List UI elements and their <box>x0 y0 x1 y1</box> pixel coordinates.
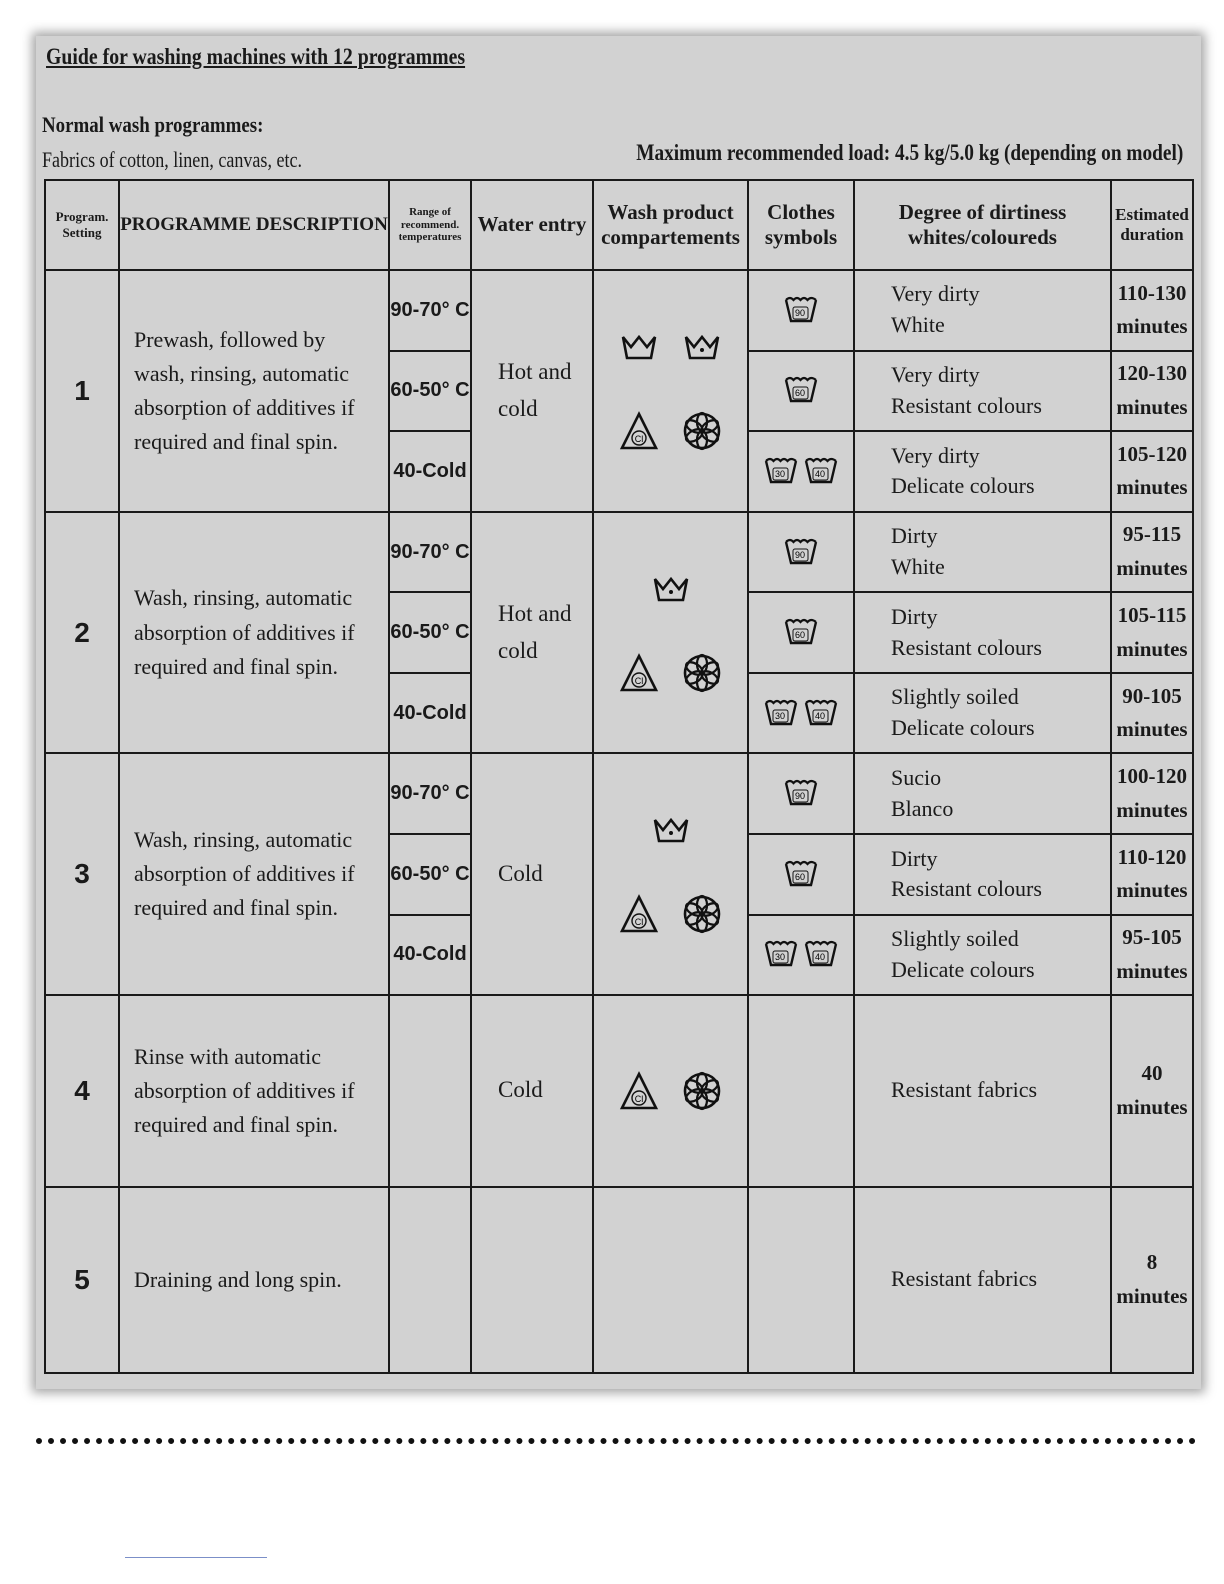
program-description: Wash, rinsing, automatic absorption of additives if required and final spin. <box>119 512 389 754</box>
dirtiness-degree <box>854 431 1111 512</box>
fabric-type: White <box>891 312 945 338</box>
estimated-duration <box>1111 351 1193 432</box>
dirtiness-level: Dirty <box>891 845 938 871</box>
wash-tub-40-icon <box>803 695 839 727</box>
water-entry: Hot and cold <box>471 270 593 512</box>
svg-text:60: 60 <box>794 388 806 399</box>
fabric-type: White <box>891 554 945 580</box>
program-number: 4 <box>45 995 119 1186</box>
water-entry: Cold <box>471 753 593 995</box>
wash-product-compartments <box>593 512 748 754</box>
program-number: 2 <box>45 512 119 754</box>
duration-unit: minutes <box>1116 314 1188 339</box>
dirtiness-level: Very dirty <box>891 281 980 307</box>
temperature-range: 90-70° C <box>389 512 471 593</box>
temperature-range: 40-Cold <box>389 431 471 512</box>
softener-flower-icon <box>682 894 722 934</box>
svg-text:40: 40 <box>814 952 826 963</box>
dirtiness-degree <box>854 753 1111 834</box>
dirtiness-level: Very dirty <box>891 442 980 468</box>
clothes-symbols <box>748 431 854 512</box>
program-description: Rinse with automatic absorption of additives if required and final spin. <box>119 995 389 1186</box>
wash-tub-60-icon <box>783 614 819 646</box>
header-symbols: Clothes symbols <box>748 180 854 270</box>
duration-unit: minutes <box>1116 1283 1188 1308</box>
wash-tub-30-icon <box>763 695 799 727</box>
clothes-symbols <box>748 1187 854 1373</box>
estimated-duration <box>1111 431 1193 512</box>
dirtiness-degree <box>854 512 1111 593</box>
wash-product-compartments <box>593 753 748 995</box>
wash-tub-icon <box>683 331 721 361</box>
programme-table <box>44 179 1194 1374</box>
water-entry <box>471 1187 593 1373</box>
svg-text:90: 90 <box>794 549 806 560</box>
dirtiness-degree: Resistant fabrics <box>854 995 1111 1186</box>
duration-value: 8 <box>1146 1250 1158 1275</box>
estimated-duration <box>1111 512 1193 593</box>
header-degree: Degree of dirtiness whites/coloureds <box>854 180 1111 270</box>
duration-value: 95-115 <box>1122 522 1182 547</box>
fabric-type: Resistant colours <box>891 876 1042 902</box>
table-row <box>45 995 1193 1186</box>
wash-product-compartments <box>593 1187 748 1373</box>
footnote-rule <box>125 1557 267 1558</box>
wash-tub-90-icon <box>783 534 819 566</box>
duration-unit: minutes <box>1116 958 1188 983</box>
fabric-type: Delicate colours <box>891 473 1035 499</box>
header-product: Wash product compartements <box>593 180 748 270</box>
table-row <box>45 512 1193 593</box>
duration-value: 120-130 <box>1117 361 1187 386</box>
program-description: Prewash, followed by wash, rinsing, automatic absorption of additives if required and final spin. <box>119 270 389 512</box>
dirtiness-level: Dirty <box>891 523 938 549</box>
fabric-type: Resistant colours <box>891 392 1042 418</box>
program-description: Wash, rinsing, automatic absorption of additives if required and final spin. <box>119 753 389 995</box>
estimated-duration <box>1111 915 1193 996</box>
header-duration: Estimated duration <box>1111 180 1193 270</box>
header-program: Program. Setting <box>45 180 119 270</box>
wash-tub-60-icon <box>783 372 819 404</box>
duration-unit: minutes <box>1116 1094 1188 1119</box>
clothes-symbols <box>748 592 854 673</box>
duration-value: 105-120 <box>1117 441 1187 466</box>
duration-value: 105-115 <box>1117 603 1187 627</box>
dirtiness-level: Very dirty <box>891 362 980 388</box>
wash-tub-90-icon <box>783 292 819 324</box>
estimated-duration <box>1111 270 1193 351</box>
duration-value: 90-105 <box>1122 683 1182 708</box>
svg-text:40: 40 <box>814 468 826 479</box>
temperature-range: 60-50° C <box>389 592 471 673</box>
dirtiness-degree <box>854 270 1111 351</box>
svg-text:30: 30 <box>774 468 786 479</box>
svg-text:Cl: Cl <box>635 433 644 444</box>
svg-text:30: 30 <box>774 710 786 721</box>
wash-product-compartments <box>593 270 748 512</box>
scanned-guide <box>36 36 1201 1389</box>
water-entry: Hot and cold <box>471 512 593 754</box>
temperature-range: 90-70° C <box>389 753 471 834</box>
wash-product-compartments <box>593 995 748 1186</box>
program-number: 5 <box>45 1187 119 1373</box>
duration-unit: minutes <box>1116 475 1188 500</box>
svg-text:90: 90 <box>794 791 806 802</box>
table-row <box>45 1187 1193 1373</box>
svg-text:60: 60 <box>794 871 806 882</box>
wash-tub-icon <box>652 814 690 844</box>
fabric-type: Delicate colours <box>891 956 1035 982</box>
header-description: PROGRAMME DESCRIPTION <box>119 180 389 270</box>
clothes-symbols <box>748 753 854 834</box>
clothes-symbols <box>748 673 854 754</box>
duration-unit: minutes <box>1116 878 1188 903</box>
duration-unit: minutes <box>1116 636 1188 661</box>
bleach-triangle-icon <box>619 1071 659 1111</box>
softener-flower-icon <box>682 411 722 451</box>
duration-value: 95-105 <box>1122 925 1182 950</box>
prewash-tub-icon <box>620 331 658 361</box>
program-number: 1 <box>45 270 119 512</box>
bleach-triangle-icon <box>619 411 659 451</box>
program-number: 3 <box>45 753 119 995</box>
section-title: Normal wash programmes: <box>42 112 264 137</box>
water-entry: Cold <box>471 995 593 1186</box>
fabrics-note: Fabrics of cotton, linen, canvas, etc. <box>42 147 303 172</box>
dirtiness-degree <box>854 834 1111 915</box>
duration-value: 100-120 <box>1117 764 1187 789</box>
program-description: Draining and long spin. <box>119 1187 389 1373</box>
table-row <box>45 753 1193 834</box>
bleach-triangle-icon <box>619 653 659 693</box>
wash-tub-90-icon <box>783 775 819 807</box>
softener-flower-icon <box>682 1071 722 1111</box>
svg-text:Cl: Cl <box>635 1093 644 1104</box>
wash-tub-30-icon <box>763 936 799 968</box>
temperature-range: 60-50° C <box>389 834 471 915</box>
estimated-duration <box>1111 834 1193 915</box>
temperature-range <box>389 995 471 1186</box>
dirtiness-level: Dirty <box>891 603 938 629</box>
dirtiness-degree <box>854 351 1111 432</box>
bleach-triangle-icon <box>619 894 659 934</box>
fabric-type: Resistant colours <box>891 634 1042 660</box>
estimated-duration <box>1111 673 1193 754</box>
header-water: Water entry <box>471 180 593 270</box>
temperature-range: 40-Cold <box>389 673 471 754</box>
svg-text:Cl: Cl <box>635 675 644 686</box>
fabric-type: Delicate colours <box>891 715 1035 741</box>
svg-text:Cl: Cl <box>635 917 644 928</box>
temperature-range: 60-50° C <box>389 351 471 432</box>
clothes-symbols <box>748 995 854 1186</box>
dotted-separator <box>36 1438 1196 1444</box>
wash-tub-40-icon <box>803 453 839 485</box>
temperature-range <box>389 1187 471 1373</box>
clothes-symbols <box>748 915 854 996</box>
wash-tub-30-icon <box>763 453 799 485</box>
clothes-symbols <box>748 351 854 432</box>
dirtiness-level: Slightly soiled <box>891 684 1019 710</box>
dirtiness-degree: Resistant fabrics <box>854 1187 1111 1373</box>
table-row <box>45 270 1193 351</box>
wash-tub-40-icon <box>803 936 839 968</box>
wash-tub-60-icon <box>783 856 819 888</box>
svg-text:90: 90 <box>794 307 806 318</box>
estimated-duration <box>1111 753 1193 834</box>
temperature-range: 40-Cold <box>389 915 471 996</box>
dirtiness-level: Slightly soiled <box>891 926 1019 952</box>
dirtiness-level: Sucio <box>891 764 942 790</box>
dirtiness-degree <box>854 673 1111 754</box>
duration-unit: minutes <box>1116 394 1188 419</box>
header-range: Range of recommend. temperatures <box>389 180 471 270</box>
duration-value: 110-120 <box>1117 844 1187 869</box>
svg-text:40: 40 <box>814 710 826 721</box>
clothes-symbols <box>748 512 854 593</box>
fabric-type: Blanco <box>891 795 954 821</box>
estimated-duration <box>1111 592 1193 673</box>
duration-unit: minutes <box>1116 717 1188 742</box>
guide-title: Guide for washing machines with 12 programmes <box>46 44 466 69</box>
dirtiness-degree <box>854 592 1111 673</box>
duration-unit: minutes <box>1116 556 1188 581</box>
max-load-note: Maximum recommended load: 4.5 kg/5.0 kg (depending on model) <box>635 140 1183 165</box>
svg-text:30: 30 <box>774 952 786 963</box>
dirtiness-degree <box>854 915 1111 996</box>
softener-flower-icon <box>682 653 722 693</box>
estimated-duration <box>1111 1187 1193 1373</box>
duration-value: 110-130 <box>1117 280 1187 305</box>
estimated-duration <box>1111 995 1193 1186</box>
svg-text:60: 60 <box>794 630 806 641</box>
wash-tub-icon <box>652 573 690 603</box>
clothes-symbols <box>748 834 854 915</box>
clothes-symbols <box>748 270 854 351</box>
temperature-range: 90-70° C <box>389 270 471 351</box>
duration-value: 40 <box>1141 1061 1163 1086</box>
duration-unit: minutes <box>1116 797 1188 822</box>
